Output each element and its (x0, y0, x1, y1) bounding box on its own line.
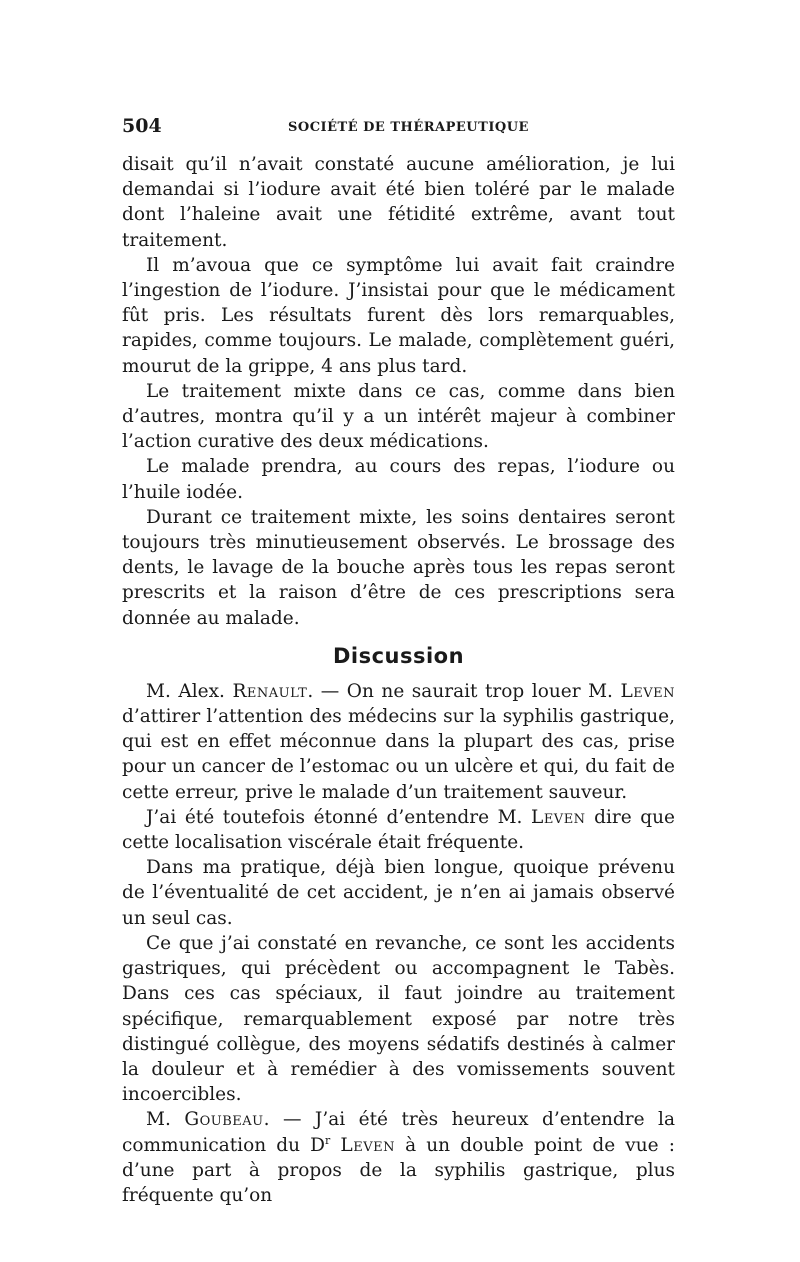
speaker-name: Goubeau (184, 1109, 264, 1131)
running-title: SOCIÉTÉ DE THÉRAPEUTIQUE (288, 120, 529, 135)
paragraph: Le traitement mixte dans ce cas, comme dans bien d’autres, montra qu’il y a un intérêt majeur à combiner l’action curative des deux médications. (122, 380, 675, 453)
discussion-paragraph (122, 679, 675, 805)
speaker-prefix: M. (146, 1109, 185, 1131)
discussion-paragraph (122, 805, 675, 855)
text-fragment: dire que cette localisation viscérale était fréquente. (122, 806, 675, 854)
text-fragment (330, 1135, 340, 1156)
text-fragment: à un double point de vue : d’une part à propos de la syphilis gastrique, plus fréquente qu’on (122, 1134, 675, 1206)
body-text (122, 152, 675, 1208)
name-reference: Leven (531, 806, 586, 828)
discussion-paragraph: Ce que j’ai constaté en revanche, ce sont les accidents gastriques, qui précèdent ou accompagnent le Tabès. Dans ces cas spéciaux, il faut joindre au traitement spécifique, remarquablement exposé par notre très distingué collègue, des moyens sédatifs destinés à calmer la douleur et à remédier à des vomissements souvent incoercibles. (122, 932, 675, 1106)
text-fragment: J’ai été toutefois étonné d’entendre M. (146, 806, 532, 828)
paragraph: Durant ce traitement mixte, les soins dentaires seront toujours très minutieusement observés. Le brossage des dents, le lavage de la bouche après tous les repas seront prescrits et la raison d’être de ces prescriptions sera donnée au malade. (122, 506, 675, 629)
superscript: r (325, 1133, 331, 1147)
paragraph: disait qu’il n’avait constaté aucune amélioration, je lui demandai si l’iodure avait été bien toléré par le malade dont l’haleine avait une fétidité extrême, avant tout traitement. (122, 154, 675, 251)
discussion-paragraph (122, 1107, 675, 1208)
name-reference: Leven (620, 680, 675, 702)
text-fragment: . — On ne saurait trop louer M. (307, 680, 621, 702)
speaker-name: Renault (232, 680, 308, 702)
paragraph: Il m’avoua que ce symptôme lui avait fait craindre l’ingestion de l’iodure. J’insistai pour que le médicament fût pris. Les résultats furent dès lors remarquables, rapides, comme toujours. Le malade, complètement guéri, mourut de la grippe, 4 ans plus tard. (122, 254, 675, 377)
paragraph: Le malade prendra, au cours des repas, l’iodure ou l’huile iodée. (122, 456, 675, 503)
name-reference: Leven (340, 1134, 395, 1156)
text-fragment: . — J’ai été très heureux d’entendre la communication du D (122, 1109, 675, 1156)
page-number: 504 (122, 115, 162, 137)
text-fragment: d’attirer l’attention des médecins sur la syphilis gastrique, qui est en effet méconnue dans la plupart des cas, prise pour un cancer de l’estomac ou un ulcère et qui, du fait de cette erreur, prive le malade d’un traitement sauveur. (122, 706, 675, 803)
speaker-prefix: M. Alex. (146, 680, 233, 702)
section-heading: Discussion (332, 643, 465, 668)
discussion-paragraph: Dans ma pratique, déjà bien longue, quoique prévenu de l’éventualité de cet accident, je n’en ai jamais observé un seul cas. (122, 857, 675, 929)
